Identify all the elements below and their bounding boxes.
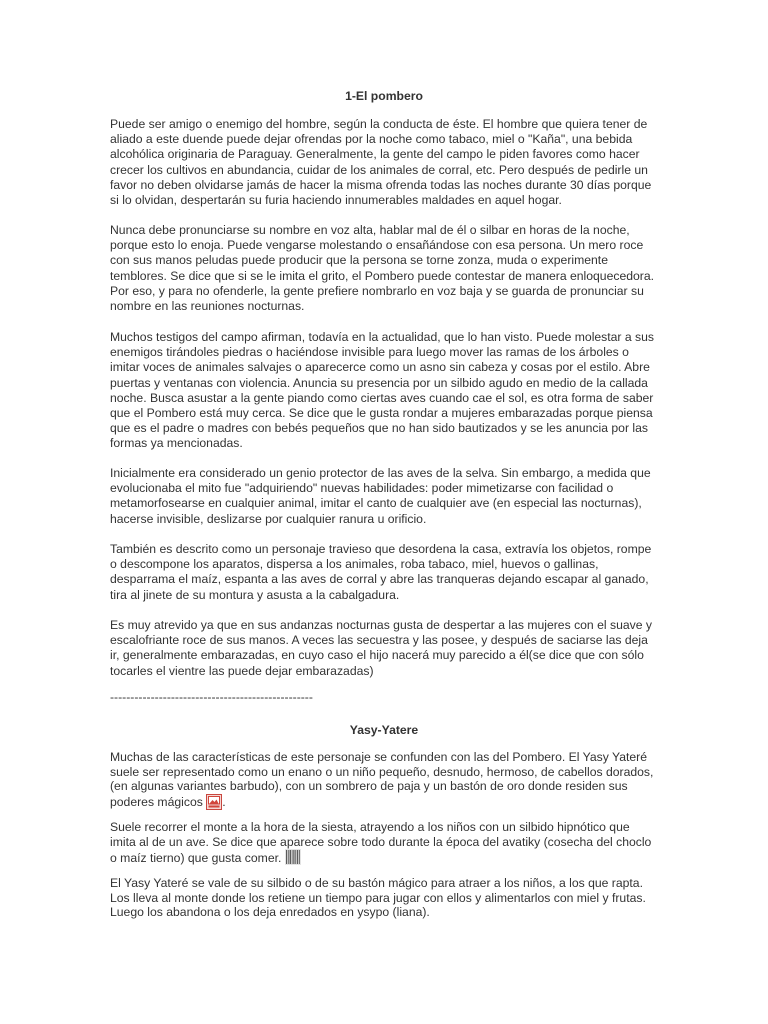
line-text: o maíz tierno) que gusta comer. (110, 851, 285, 866)
paragraph-line (110, 849, 658, 864)
paragraph-line: imita al de un ave. Se dice que aparece sobre todo durante la época del avatiky (cosecha del choclo (110, 834, 652, 849)
paragraph-line: tira al jinete de su montura y asusta a la cabalgadura. (110, 587, 400, 602)
paragraph-line: Inicialmente era considerado un genio protector de las aves de la selva. Sin embargo, a medida que (110, 466, 651, 480)
paragraph (110, 330, 658, 452)
paragraph (110, 117, 658, 208)
paragraph (110, 820, 658, 864)
paragraph-line: aliado a este duende puede dejar ofrendas por la noche como tabaco, miel o "Kaña", una bebida (110, 132, 633, 147)
paragraph-line: Suele recorrer el monte a la hora de la siesta, atrayendo a los niños con un silbido hipnótico que (110, 820, 630, 834)
line-text: . (222, 794, 226, 809)
paragraph-line: que el Pombero está muy cerca. Se dice que le gusta rondar a mujeres embarazadas porque piensa (110, 405, 653, 420)
image-icon (206, 794, 222, 810)
paragraph (110, 876, 658, 920)
paragraph-line: El Yasy Yateré se vale de su silbido o de su bastón mágico para atraer a los niños, a los que rapta. (110, 876, 643, 890)
paragraph-line: desparrama el maíz, espanta a las aves de corral y abre las tranqueras dejando escapar al ganado, (110, 572, 649, 587)
line-text: poderes mágicos (110, 794, 207, 809)
paragraph-line: que es el padre o madres con bebés pequeños que no han sido bautizados y se les anuncia por las (110, 421, 648, 436)
paragraph-line: (en algunas variantes barbudo), con un sombrero de paja y un bastón de oro donde residen sus (110, 779, 628, 794)
paragraph-line: tocarles el vientre las puede dejar embarazadas) (110, 663, 374, 678)
section-heading: Yasy-Yatere (349, 723, 419, 737)
paragraph (110, 542, 658, 603)
paragraph-line: enemigos tirándoles piedras o haciéndose invisible para luego mover las ramas de los árboles o (110, 345, 629, 360)
paragraph-line: Muchos testigos del campo afirman, todavía en la actualidad, que lo han visto. Puede molestar a sus (110, 330, 655, 344)
paragraph-line: temblores. Se dice que si se le imita el grito, el Pombero puede contestar de manera enloquecedora. (110, 268, 655, 283)
paragraph (110, 750, 658, 808)
paragraph-line: evolucionaba el mito fue "adquiriendo" nuevas habilidades: poder mimetizarse con facilidad o (110, 481, 614, 496)
barcode-icon (285, 849, 301, 865)
paragraph-line: Nunca debe pronunciarse su nombre en voz alta, hablar mal de él o silbar en horas de la noche, (110, 223, 630, 237)
paragraph-line: escalofriante roce de sus manos. A veces las secuestra y las posee, y después de saciarse las deja (110, 633, 648, 648)
paragraph-line: hacerse invisible, deslizarse por cualquier ranura u orificio. (110, 511, 427, 526)
paragraph-line: con sus manos peludas puede producir que la persona se torne zonza, muda o experimente (110, 253, 608, 268)
paragraph-line: suele ser representado como un enano o un niño pequeño, desnudo, hermoso, de cabellos dorados, (110, 764, 654, 779)
paragraph-line (110, 794, 658, 809)
paragraph (110, 466, 658, 527)
paragraph-line: Puede ser amigo o enemigo del hombre, según la conducta de éste. El hombre que quiera tener de (110, 117, 648, 131)
paragraph-line: Es muy atrevido ya que en sus andanzas nocturnas gusta de despertar a las mujeres con el suave y (110, 618, 652, 632)
paragraph-line: metamorfosearse en cualquier animal, imitar el canto de cualquier ave (en especial las nocturnas), (110, 496, 642, 511)
paragraph-line: alcohólica originaria de Paraguay. Generalmente, la gente del campo le piden favores como hacer (110, 147, 640, 162)
paragraph-line: si lo olvidan, despertarán su furia haciendo innumerables maldades en aquel hogar. (110, 192, 562, 207)
paragraph-line: ir, generalmente embarazadas, en cuyo caso el hijo nacerá muy parecido a él(se dice que con sólo (110, 648, 644, 663)
paragraph-line: crecer los cultivos en abundancia, cuidar de los animales de corral, etc. Pero después de pedirle un (110, 162, 648, 177)
paragraph (110, 618, 658, 679)
paragraph-line: imitar voces de animales salvajes o aparecerce como un asno sin cabeza y cosas por el estilo. Abre (110, 360, 650, 375)
paragraph-line: Por eso, y para no ofenderle, la gente prefiere nombrarlo en voz baja y se guarda de pronunciar su (110, 283, 644, 298)
paragraph-line: Muchas de las características de este personaje se confunden con las del Pombero. El Yasy Yateré (110, 750, 648, 764)
paragraph (110, 223, 658, 314)
paragraph-line: noche. Busca asustar a la gente piando como ciertas aves cuando cae el sol, es otra forma de saber (110, 390, 654, 405)
paragraph-line: favor no deben olvidarse jamás de hacer la misma ofrenda todas las noches durante 30 días porque (110, 177, 652, 192)
paragraph-line: o descompone los aparatos, dispersa a los animales, roba tabaco, miel, huevos o gallinas, (110, 557, 599, 572)
paragraph-line: nombre en las reuniones nocturnas. (110, 298, 305, 313)
paragraph-line: Luego los abandona o los deja enredados en ysypo (liana). (110, 905, 430, 920)
separator-line: -------------------------------------------------- (110, 690, 313, 704)
section-heading: 1-El pombero (345, 89, 423, 103)
paragraph-line: puertas y ventanas con violencia. Anuncia su presencia por un silbido agudo en medio de la callada (110, 375, 648, 390)
paragraph-line: También es descrito como un personaje travieso que desordena la casa, extravía los objetos, rompe (110, 542, 652, 556)
paragraph-line: porque esto lo enoja. Puede vengarse molestando o ensañándose con esa persona. Un mero roce (110, 238, 644, 253)
paragraph-line: formas ya mencionadas. (110, 436, 243, 451)
paragraph-line: Los lleva al monte donde los retiene un tiempo para jugar con ellos y alimentarlos con miel y frutas. (110, 890, 646, 905)
